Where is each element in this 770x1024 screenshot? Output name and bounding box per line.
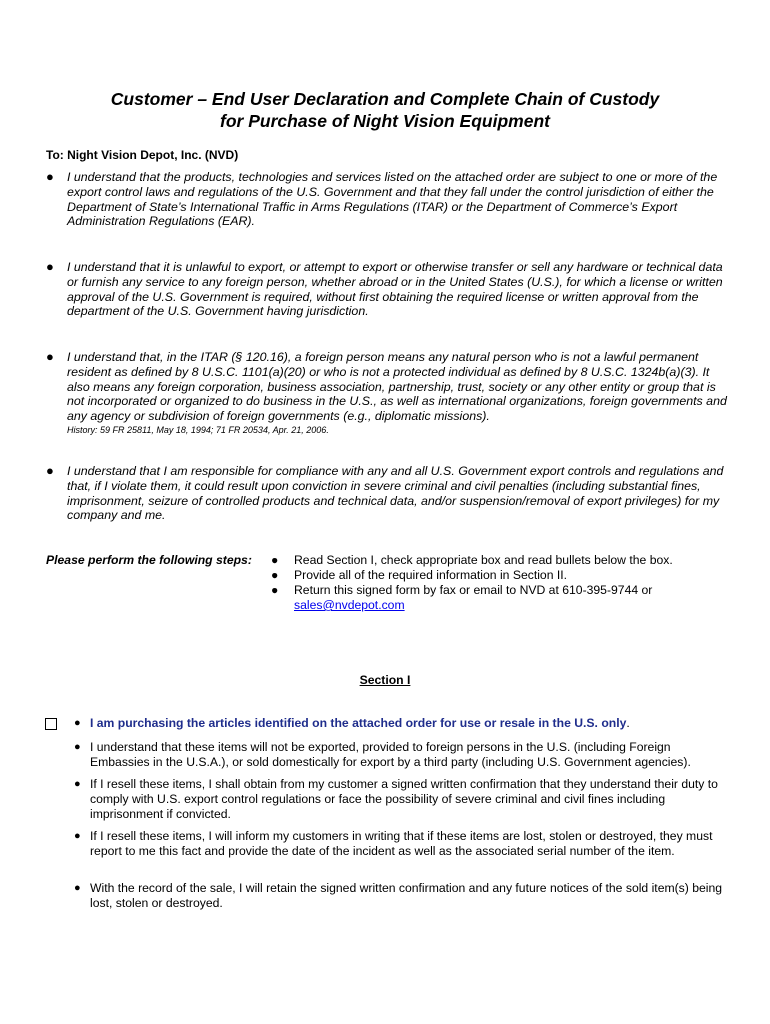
us-only-option-text: I am purchasing the articles identified on the attached order for use or resale in the U.S. only: [90, 716, 627, 730]
document-title: [0, 88, 770, 132]
us-only-option-period: .: [626, 716, 630, 730]
bullet-icon: ●: [46, 169, 54, 184]
section-bullet-text: With the record of the sale, I will retain the signed written confirmation and any future notices of the sold item(s) being lost, stolen or destroyed.: [90, 881, 723, 910]
bullet-icon: ●: [46, 349, 54, 364]
step-text: Provide all of the required information in Section II.: [294, 568, 568, 582]
step-text: Read Section I, check appropriate box and read bullets below the box.: [294, 553, 673, 567]
title-line-1: Customer – End User Declaration and Complete Chain of Custody: [110, 89, 660, 109]
step-item: [271, 568, 731, 583]
steps-label: Please perform the following steps:: [46, 553, 252, 567]
addressee-line: To: Night Vision Depot, Inc. (NVD): [46, 148, 239, 162]
step-item: [271, 583, 731, 613]
bullet-icon: ●: [74, 830, 81, 842]
declaration-text: I understand that it is unlawful to export, or attempt to export or otherwise transfer or sell any hardware or technical data or furnish any service to any foreign person, whether abroad or in the United States (U.S.), for which a license or written approval of the U.S. Government is required, without first obtaining the required license or written approval from the department of the U.S. Government having jurisdiction.: [67, 260, 723, 319]
bullet-icon: ●: [271, 553, 279, 567]
bullet-icon: ●: [271, 568, 279, 582]
declaration-text: I understand that I am responsible for compliance with any and all U.S. Government export controls and regulations and that, if I violate them, it could result upon conviction in severe criminal and civil penalties (including substantial fines, imprisonment, seizure of controlled products and technical data, and/or suspension/removal of export privileges) for my company and me.: [67, 464, 724, 523]
title-line-2: for Purchase of Night Vision Equipment: [220, 111, 550, 131]
bullet-icon: ●: [46, 259, 54, 274]
bullet-icon: ●: [46, 463, 54, 478]
step-text: Return this signed form by fax or email to NVD at 610-395-9744 or: [294, 583, 653, 597]
steps-list: [271, 553, 731, 613]
email-link[interactable]: sales@nvdepot.com: [294, 598, 405, 612]
bullet-icon: ●: [74, 741, 81, 753]
declaration-text-group: [67, 350, 732, 436]
history-note: History: 59 FR 25811, May 18, 1994; 71 FR 20534, Apr. 21, 2006.: [67, 424, 329, 435]
step-item: [271, 553, 731, 568]
us-only-checkbox[interactable]: [45, 718, 57, 730]
section-bullet-text: If I resell these items, I shall obtain from my customer a signed written confirmation that they understand their duty to comply with U.S. export control regulations or face the possibility of severe criminal and civil fines including imprisonment if convicted.: [90, 777, 718, 821]
section-title: Section I: [359, 673, 411, 687]
bullet-icon: ●: [271, 583, 279, 597]
declaration-text: I understand that the products, technologies and services listed on the attached order are subject to one or more of the export control laws and regulations of the U.S. Government and that they fall under the control jurisdiction of either the Department of State’s International Traffic in Arms Regulations (ITAR) or the Department of Commerce’s Export Administration Regulations (EAR).: [67, 170, 718, 229]
section-bullet-text: I understand that these items will not be exported, provided to foreign persons in the U.S. (including Foreign Embassies in the U.S.A.), or sold domestically for export by a third party (including U.S. Government agencies).: [90, 740, 691, 769]
section-bullet-text: If I resell these items, I will inform my customers in writing that if these items are lost, stolen or destroyed, they must report to me this fact and provide the date of the incident as well as the associated serial number of the item.: [90, 829, 713, 858]
bullet-icon: ●: [74, 882, 81, 894]
bullet-icon: ●: [74, 778, 81, 790]
declaration-text: I understand that, in the ITAR (§ 120.16), a foreign person means any natural person who is not a lawful permanent resident as defined by 8 U.S.C. 1101(a)(20) or who is not a protected individual as defined by 8 U.S.C. 1324b(a)(3). It also means any foreign corporation, business association, partnership, trust, society or any other entity or group that is not incorporated or organized to do business in the U.S., as well as international organizations, foreign governments and any agency or subdivision of foreign governments (e.g., diplomatic missions).: [67, 350, 727, 424]
us-only-option-text-wrap: [90, 716, 730, 731]
bullet-icon: ●: [74, 717, 81, 729]
